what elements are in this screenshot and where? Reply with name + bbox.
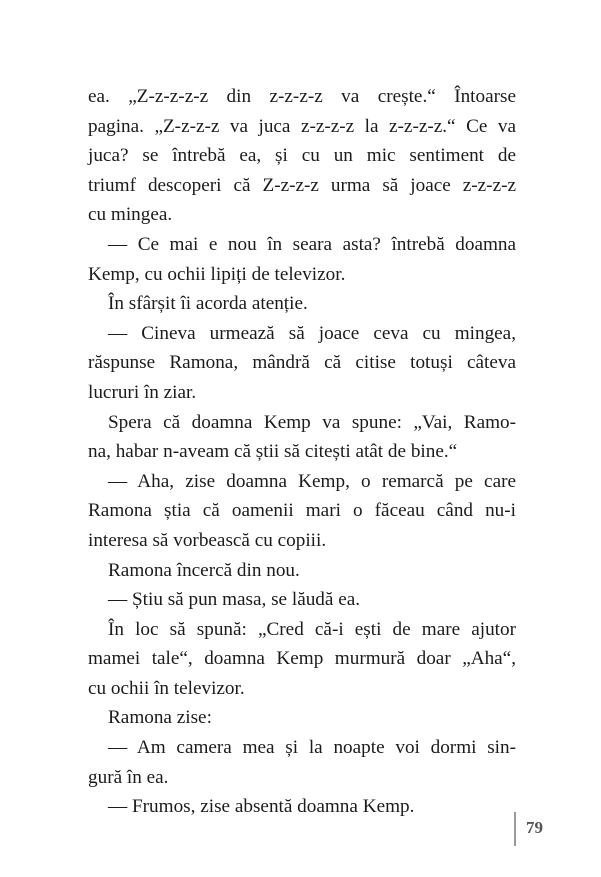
text-line: răspunse Ramona, mândră că citise totuși câteva — [88, 352, 516, 374]
text-line: În loc să spună: „Cred că-i ești de mare ajutor — [108, 618, 516, 640]
text-line: Ramona știa că oamenii mari o făceau când nu-i — [88, 500, 516, 522]
text-line: — Aha, zise doamna Kemp, o remarcă pe care — [108, 470, 516, 492]
text-line: triumf descoperi că Z-z-z-z urma să joace z-z-z-z — [88, 174, 516, 196]
text-line: juca? se întrebă ea, și cu un mic sentiment de — [88, 145, 516, 167]
text-line: lucruri în ziar. — [88, 381, 197, 403]
text-line: În sfârșit îi acorda atenție. — [108, 293, 308, 315]
text-line: — Frumos, zise absentă doamna Kemp. — [108, 796, 415, 818]
text-line: — Cineva urmează să joace ceva cu mingea, — [108, 322, 516, 344]
page-number-block — [514, 812, 562, 846]
text-line: pagina. „Z-z-z-z va juca z-z-z-z la z-z-z-z.“ Ce va — [88, 115, 516, 137]
page-number: 79 — [526, 818, 543, 837]
text-line: — Știu să pun masa, se lăudă ea. — [108, 589, 361, 611]
text-line: — Ce mai e nou în seara asta? întrebă doamna — [108, 233, 516, 255]
text-line: na, habar n-aveam că știi să citești atât de bine.“ — [88, 441, 458, 463]
text-line: cu ochii în televizor. — [88, 677, 245, 699]
text-line: cu mingea. — [88, 204, 173, 226]
text-line: interesa să vorbească cu copiii. — [88, 529, 327, 551]
text-line: mamei tale“, doamna Kemp murmură doar „Aha“, — [88, 648, 516, 670]
text-line: ea. „Z-z-z-z-z din z-z-z-z va crește.“ Întoarse — [88, 86, 516, 107]
page-number-divider — [514, 812, 516, 846]
body-text — [88, 82, 516, 822]
text-line: — Am camera mea și la noapte voi dormi sin- — [108, 737, 516, 759]
text-line: Ramona zise: — [108, 707, 212, 729]
text-line: Kemp, cu ochii lipiți de televizor. — [88, 263, 346, 285]
text-line: Ramona încercă din nou. — [108, 559, 300, 581]
text-line: Spera că doamna Kemp va spune: „Vai, Ramo- — [108, 411, 516, 433]
text-line: gură în ea. — [88, 766, 169, 788]
